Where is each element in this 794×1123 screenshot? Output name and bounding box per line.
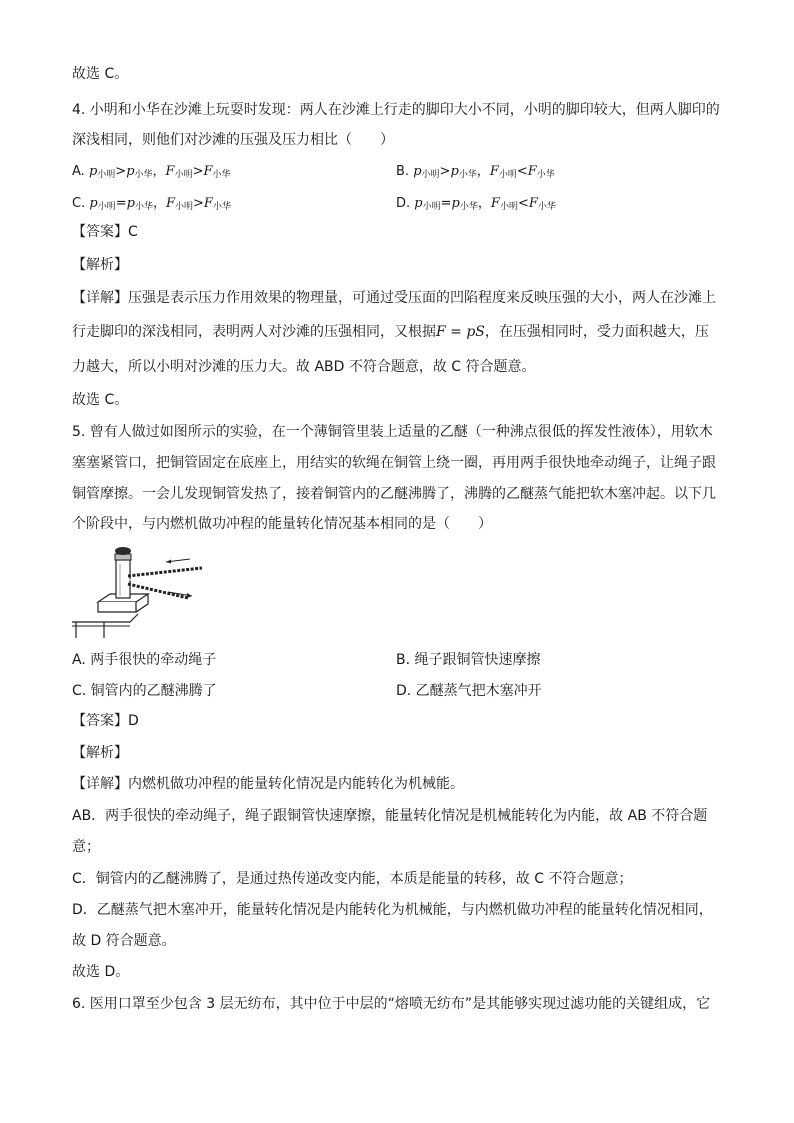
q4-option-d: D. $p_{小明}=p_{小华}$，$F_{小明}<F_{小华}$ bbox=[396, 196, 556, 212]
answer-choice-line: 故选 D。 bbox=[72, 964, 130, 980]
q4-option-a: A. $p_{小明}>p_{小华}$，$F_{小明}>F_{小华}$ bbox=[72, 164, 231, 180]
question-5-stem: 个阶段中，与内燃机做功冲程的能量转化情况基本相同的是（ ） bbox=[72, 516, 492, 532]
analysis-label: 【解析】 bbox=[72, 745, 128, 761]
question-5-stem: 塞塞紧管口，把铜管固定在底座上，用结实的软绳在铜管上绕一圈，再用两手很快地牵动绳子，让绳子跟 bbox=[72, 455, 716, 471]
explanation-line: C．铜管内的乙醚沸腾了，是通过热传递改变内能，本质是能量的转移，故 C 不符合题意； bbox=[72, 871, 633, 887]
answer-label: 【答案】D bbox=[72, 713, 139, 729]
formula: F = pS bbox=[436, 324, 485, 340]
question-4-stem: 4. 小明和小华在沙滩上玩耍时发现：两人在沙滩上行走的脚印大小不同，小明的脚印较大，但两人脚印的 bbox=[72, 102, 720, 118]
explanation-line: D．乙醚蒸气把木塞冲开，能量转化情况是内能转化为机械能，与内燃机做功冲程的能量转化情况相同， bbox=[72, 902, 713, 918]
q5-option-b: B. 绳子跟铜管快速摩擦 bbox=[396, 652, 541, 668]
q5-option-d: D. 乙醚蒸气把木塞冲开 bbox=[396, 683, 542, 699]
analysis-label: 【解析】 bbox=[72, 257, 128, 273]
q5-option-a: A. 两手很快的牵动绳子 bbox=[72, 652, 217, 668]
explanation-line: 【详解】内燃机做功冲程的能量转化情况是内能转化为机械能。 bbox=[72, 776, 464, 792]
q4-option-b: B. $p_{小明}>p_{小华}$，$F_{小明}<F_{小华}$ bbox=[396, 164, 555, 180]
question-6-stem: 6. 医用口罩至少包含 3 层无纺布，其中位于中层的“熔喷无纺布”是其能够实现过滤功能的关键组成，它 bbox=[72, 996, 711, 1012]
question-5-stem: 5. 曾有人做过如图所示的实验，在一个薄铜管里装上适量的乙醚（一种沸点很低的挥发性液体），用软木 bbox=[72, 424, 713, 440]
explanation-line: 【详解】压强是表示压力作用效果的物理量，可通过受压面的凹陷程度来反映压强的大小，两人在沙滩上 bbox=[72, 290, 716, 306]
explanation-line: 力越大，所以小明对沙滩的压力大。故 ABD 不符合题意，故 C 符合题意。 bbox=[72, 359, 536, 375]
copper-tube-experiment-figure bbox=[70, 540, 210, 640]
answer-choice-line: 故选 C。 bbox=[72, 392, 129, 408]
explanation-line: 行走脚印的深浅相同，表明两人对沙滩的压强相同，又根据F = pS，在压强相同时，受力面积越大，压 bbox=[72, 324, 709, 340]
question-5-stem: 铜管摩擦。一会儿发现铜管发热了，接着铜管内的乙醚沸腾了，沸腾的乙醚蒸气能把软木塞冲起。以下几 bbox=[72, 486, 716, 502]
explanation-line: AB．两手很快的牵动绳子，绳子跟铜管快速摩擦，能量转化情况是机械能转化为内能，故 AB 不符合题 bbox=[72, 808, 708, 824]
answer-choice-line: 故选 C。 bbox=[72, 66, 129, 82]
question-4-stem-cont: 深浅相同，则他们对沙滩的压强及压力相比（ ） bbox=[72, 132, 394, 148]
explanation-line: 意； bbox=[72, 839, 100, 855]
q4-option-c: C. $p_{小明}=p_{小华}$，$F_{小明}>F_{小华}$ bbox=[72, 196, 231, 212]
explanation-line: 故 D 符合题意。 bbox=[72, 933, 176, 949]
answer-label: 【答案】C bbox=[72, 224, 138, 240]
q5-option-c: C. 铜管内的乙醚沸腾了 bbox=[72, 683, 217, 699]
